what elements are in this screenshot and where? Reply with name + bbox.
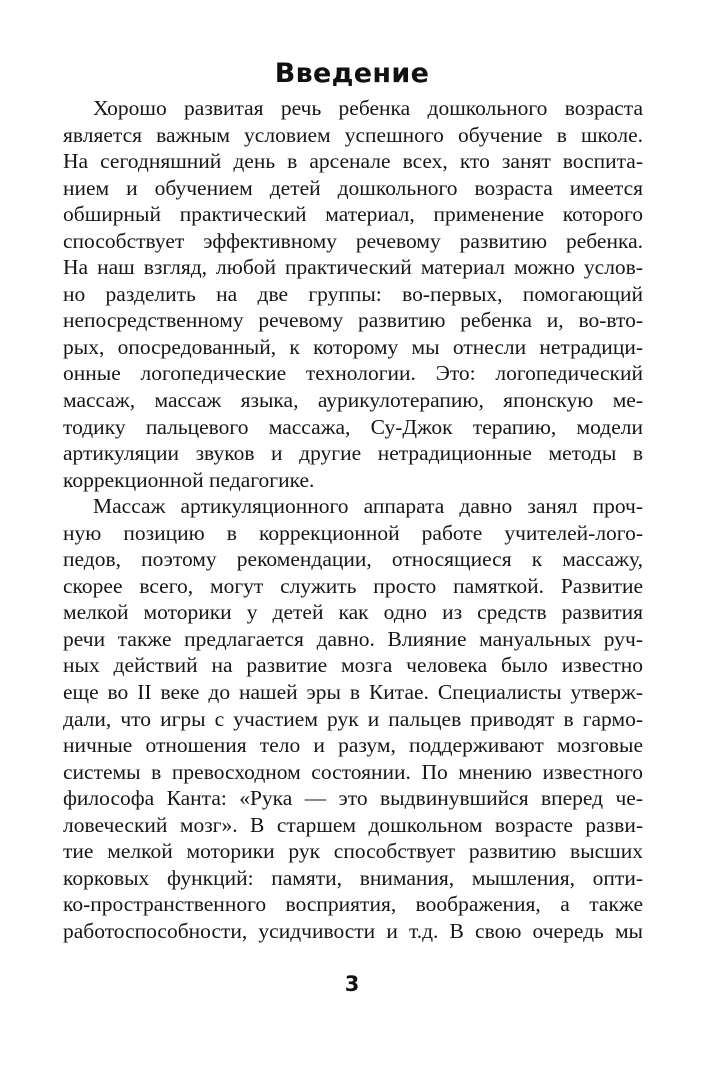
text-line: тие мелкой моторики рук способствует развитию высших	[63, 839, 643, 864]
text-line: Хорошо развитая речь ребенка дошкольного возраста	[93, 96, 643, 120]
text-line: ловеческий мозг». В старшем дошкольном возрасте разви-	[63, 812, 643, 837]
text-line: тодику пальцевого массажа, Су-Джок терапию, модели	[63, 414, 643, 439]
body-text	[63, 95, 643, 945]
page-number: 3	[344, 972, 360, 996]
paragraph-1	[63, 95, 643, 493]
text-line: еще во II веке до нашей эры в Китае. Специалисты утверж-	[63, 680, 643, 705]
text-line: На сегодняшний день в арсенале всех, кто занят воспита-	[63, 149, 643, 174]
text-line: скорее всего, могут служить просто памяткой. Развитие	[63, 573, 643, 598]
text-line: но разделить на две группы: во-первых, помогающий	[63, 281, 643, 306]
text-line: способствует эффективному речевому развитию ребенка.	[63, 228, 643, 253]
text-line: мелкой моторики у детей как одно из средств развития	[63, 600, 643, 625]
text-line: дали, что игры с участием рук и пальцев приводят в гармо-	[63, 706, 643, 731]
text-line: педов, поэтому рекомендации, относящиеся к массажу,	[63, 547, 643, 572]
text-line: ничные отношения тело и разум, поддерживают мозговые	[63, 733, 643, 758]
text-line: ко-пространственного восприятия, воображения, а также	[63, 892, 643, 917]
text-line: онные логопедические технологии. Это: логопедический	[63, 361, 643, 386]
text-line: нием и обучением детей дошкольного возраста имеется	[63, 175, 643, 200]
text-line: философа Канта: «Рука — это выдвинувшийся вперед че-	[63, 786, 643, 811]
text-line: системы в превосходном состоянии. По мнению известного	[63, 759, 643, 784]
paragraph-2	[63, 493, 643, 944]
text-line: На наш взгляд, любой практический материал можно услов-	[63, 255, 643, 280]
text-line: ных действий на развитие мозга человека было известно	[63, 653, 643, 678]
text-line: артикуляции звуков и другие нетрадиционные методы в	[63, 441, 643, 466]
text-line: обширный практический материал, применение которого	[63, 202, 643, 227]
text-line: является важным условием успешного обучение в школе.	[63, 122, 643, 147]
page-title: Введение	[274, 58, 430, 90]
text-line: речи также предлагается давно. Влияние мануальных руч-	[63, 626, 643, 651]
text-line: коррекционной педагогике.	[63, 467, 315, 492]
text-line: массаж, массаж языка, аурикулотерапию, японскую ме-	[63, 388, 643, 413]
text-line: работоспособности, усидчивости и т.д. В свою очередь мы	[63, 918, 643, 943]
text-line: рых, опосредованный, к которому мы отнесли нетрадици-	[63, 334, 643, 359]
text-line: Массаж артикуляционного аппарата давно занял проч-	[93, 494, 643, 519]
text-line: непосредственному речевому развитию ребенка и, во-вто-	[63, 308, 643, 333]
text-line: корковых функций: памяти, внимания, мышления, опти-	[63, 865, 643, 890]
text-line: ную позицию в коррекционной работе учителей-лого-	[63, 520, 643, 545]
